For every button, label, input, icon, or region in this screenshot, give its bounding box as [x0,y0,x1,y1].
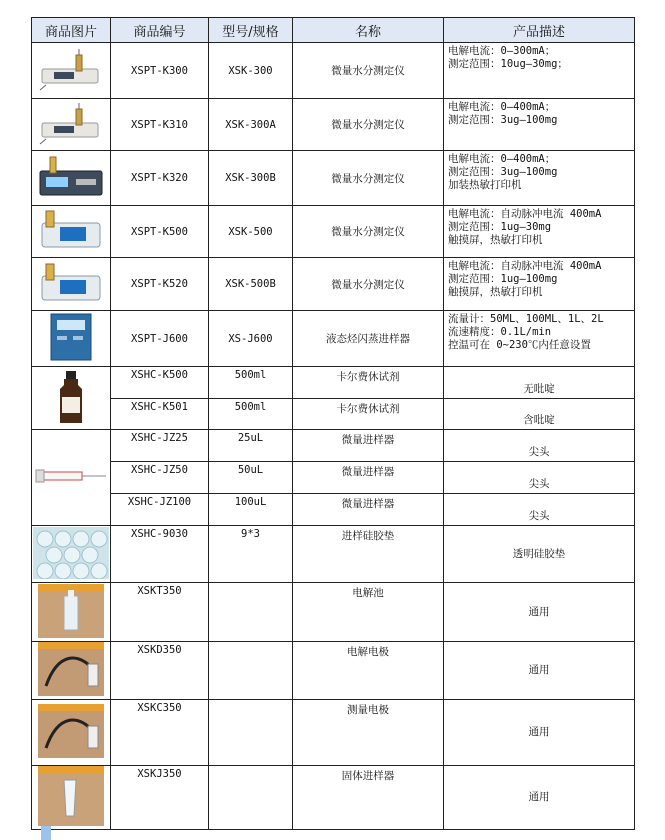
description-line: 测定范围：10ug—30mg； [448,58,568,70]
solid-sampler-icon [38,766,104,829]
product-model: 500ml [209,399,293,430]
header-model: 型号/规格 [209,18,293,43]
product-code: XSKC350 [111,700,209,766]
product-description [444,99,635,151]
description-line: 测定范围：1ug—100mg [448,273,558,285]
product-name: 微量水分测定仪 [293,99,444,151]
product-image-cell [32,526,111,583]
product-model: XSK-300B [209,151,293,206]
product-description [444,462,635,494]
product-name: 微量进样器 [293,494,444,526]
product-description [444,151,635,206]
header-desc: 产品描述 [444,18,635,43]
reagent-bottle-icon [51,369,91,428]
product-code: XSHC-9030 [111,526,209,583]
description-line: 尖头 [528,446,550,458]
product-code: XSHC-K500 [111,367,209,399]
product-model: 50uL [209,462,293,494]
product-name: 卡尔费休试剂 [293,399,444,430]
product-model: 9*3 [209,526,293,583]
description-line: 测定范围：3ug—100mg [448,114,558,126]
product-description [444,766,635,830]
septa-icon [33,527,109,582]
description-line: 控温可在 0~230℃内任意设置 [448,339,591,351]
table-row [32,430,635,462]
product-model: XSK-500 [209,206,293,258]
product-name: 液态烃闪蒸进样器 [293,311,444,367]
description-line: 触摸屏，热敏打印机 [448,234,543,246]
table-row [32,258,635,311]
table-row [32,151,635,206]
description-line: 透明硅胶垫 [512,547,566,560]
product-image-cell [32,367,111,430]
description-line: 测定范围：1ug—30mg [448,221,552,233]
product-model [209,766,293,830]
table-row [32,43,635,99]
product-code: XSKD350 [111,642,209,700]
description-line: 尖头 [528,478,550,490]
product-code: XSPT-K300 [111,43,209,99]
table-row [32,99,635,151]
table-row [32,494,635,526]
product-description [444,642,635,700]
description-line: 含吡啶 [523,414,555,426]
product-name: 卡尔费休试剂 [293,367,444,399]
electrolytic-cell-icon [38,584,104,641]
product-code: XSHC-JZ25 [111,430,209,462]
table-row [32,700,635,766]
product-description [444,258,635,311]
header-code: 商品编号 [111,18,209,43]
description-line: 通用 [528,605,550,618]
table-row [32,583,635,642]
product-name: 微量进样器 [293,430,444,462]
description-line: 无吡啶 [523,383,555,395]
product-description [444,367,635,399]
description-line: 电解电流：自动脉冲电流 400mA [448,260,602,272]
description-line: 电解电流：0—400mA； [448,101,556,113]
description-line: 通用 [528,664,550,676]
product-model [209,700,293,766]
product-code: XSPT-K500 [111,206,209,258]
product-name: 进样硅胶垫 [293,526,444,583]
product-name: 微量水分测定仪 [293,151,444,206]
description-line: 通用 [528,791,550,803]
product-description [444,206,635,258]
product-image-cell [32,642,111,700]
product-code: XSHC-K501 [111,399,209,430]
product-code: XSPT-K310 [111,99,209,151]
product-image-cell [32,151,111,206]
description-line: 流量计：50ML、100ML、1L、2L [448,313,604,325]
product-code: XSPT-J600 [111,311,209,367]
table-row [32,642,635,700]
header-image: 商品图片 [32,18,111,43]
product-model: XS-J600 [209,311,293,367]
description-line: 触摸屏，热敏打印机 [448,286,543,298]
product-model: XSK-300A [209,99,293,151]
product-code: XSHC-JZ100 [111,494,209,526]
product-name: 电解池 [293,583,444,642]
product-model: 25uL [209,430,293,462]
product-name: 微量水分测定仪 [293,258,444,311]
product-image-cell [32,583,111,642]
titrator-icon [36,101,106,148]
product-name: 微量水分测定仪 [293,206,444,258]
product-image-cell [32,43,111,99]
product-code: XSPT-K520 [111,258,209,311]
electrode-icon [38,704,104,761]
description-line: 测定范围：3ug—100mg [448,166,558,178]
titrator-touch-icon [36,207,106,256]
product-model: 500ml [209,367,293,399]
product-name: 测量电极 [293,700,444,766]
titrator-icon [36,47,106,94]
product-description [444,311,635,367]
product-description [444,43,635,99]
description-line: 加装热敏打印机 [448,179,522,191]
product-description [444,399,635,430]
product-image-cell [32,311,111,367]
product-image-cell [32,258,111,311]
product-image-cell [32,766,111,830]
header-name: 名称 [293,18,444,43]
product-name: 微量进样器 [293,462,444,494]
product-model [209,583,293,642]
product-description [444,494,635,526]
product-description [444,526,635,583]
description-line: 流速精度：0.1L/min [448,326,552,338]
description-line: 通用 [528,726,550,738]
product-image-cell [32,430,111,526]
resize-handle[interactable] [41,826,51,840]
table-row [32,766,635,830]
product-image-cell [32,206,111,258]
table-row [32,462,635,494]
product-name: 电解电极 [293,642,444,700]
table-row [32,367,635,399]
product-code: XSHC-JZ50 [111,462,209,494]
description-line: 电解电流：0—300mA； [448,45,556,57]
cabinet-icon [45,312,97,365]
table-row [32,311,635,367]
product-code: XSPT-K320 [111,151,209,206]
product-description [444,430,635,462]
product-model: XSK-300 [209,43,293,99]
electrode-icon [38,642,104,699]
description-line: 尖头 [528,510,550,522]
titrator-printer-icon [36,153,106,204]
product-name: 微量水分测定仪 [293,43,444,99]
product-table [31,17,635,830]
syringe-icon [34,462,108,493]
product-description [444,700,635,766]
table-row [32,399,635,430]
product-description [444,583,635,642]
product-name: 固体进样器 [293,766,444,830]
product-code: XSKT350 [111,583,209,642]
product-model: 100uL [209,494,293,526]
table-row [32,526,635,583]
table-row [32,206,635,258]
product-image-cell [32,700,111,766]
header-row [32,18,635,43]
titrator-touch-icon [36,260,106,309]
product-model: XSK-500B [209,258,293,311]
product-image-cell [32,99,111,151]
description-line: 电解电流：自动脉冲电流 400mA [448,208,602,220]
product-model [209,642,293,700]
product-code: XSKJ350 [111,766,209,830]
description-line: 电解电流：0—400mA； [448,153,556,165]
